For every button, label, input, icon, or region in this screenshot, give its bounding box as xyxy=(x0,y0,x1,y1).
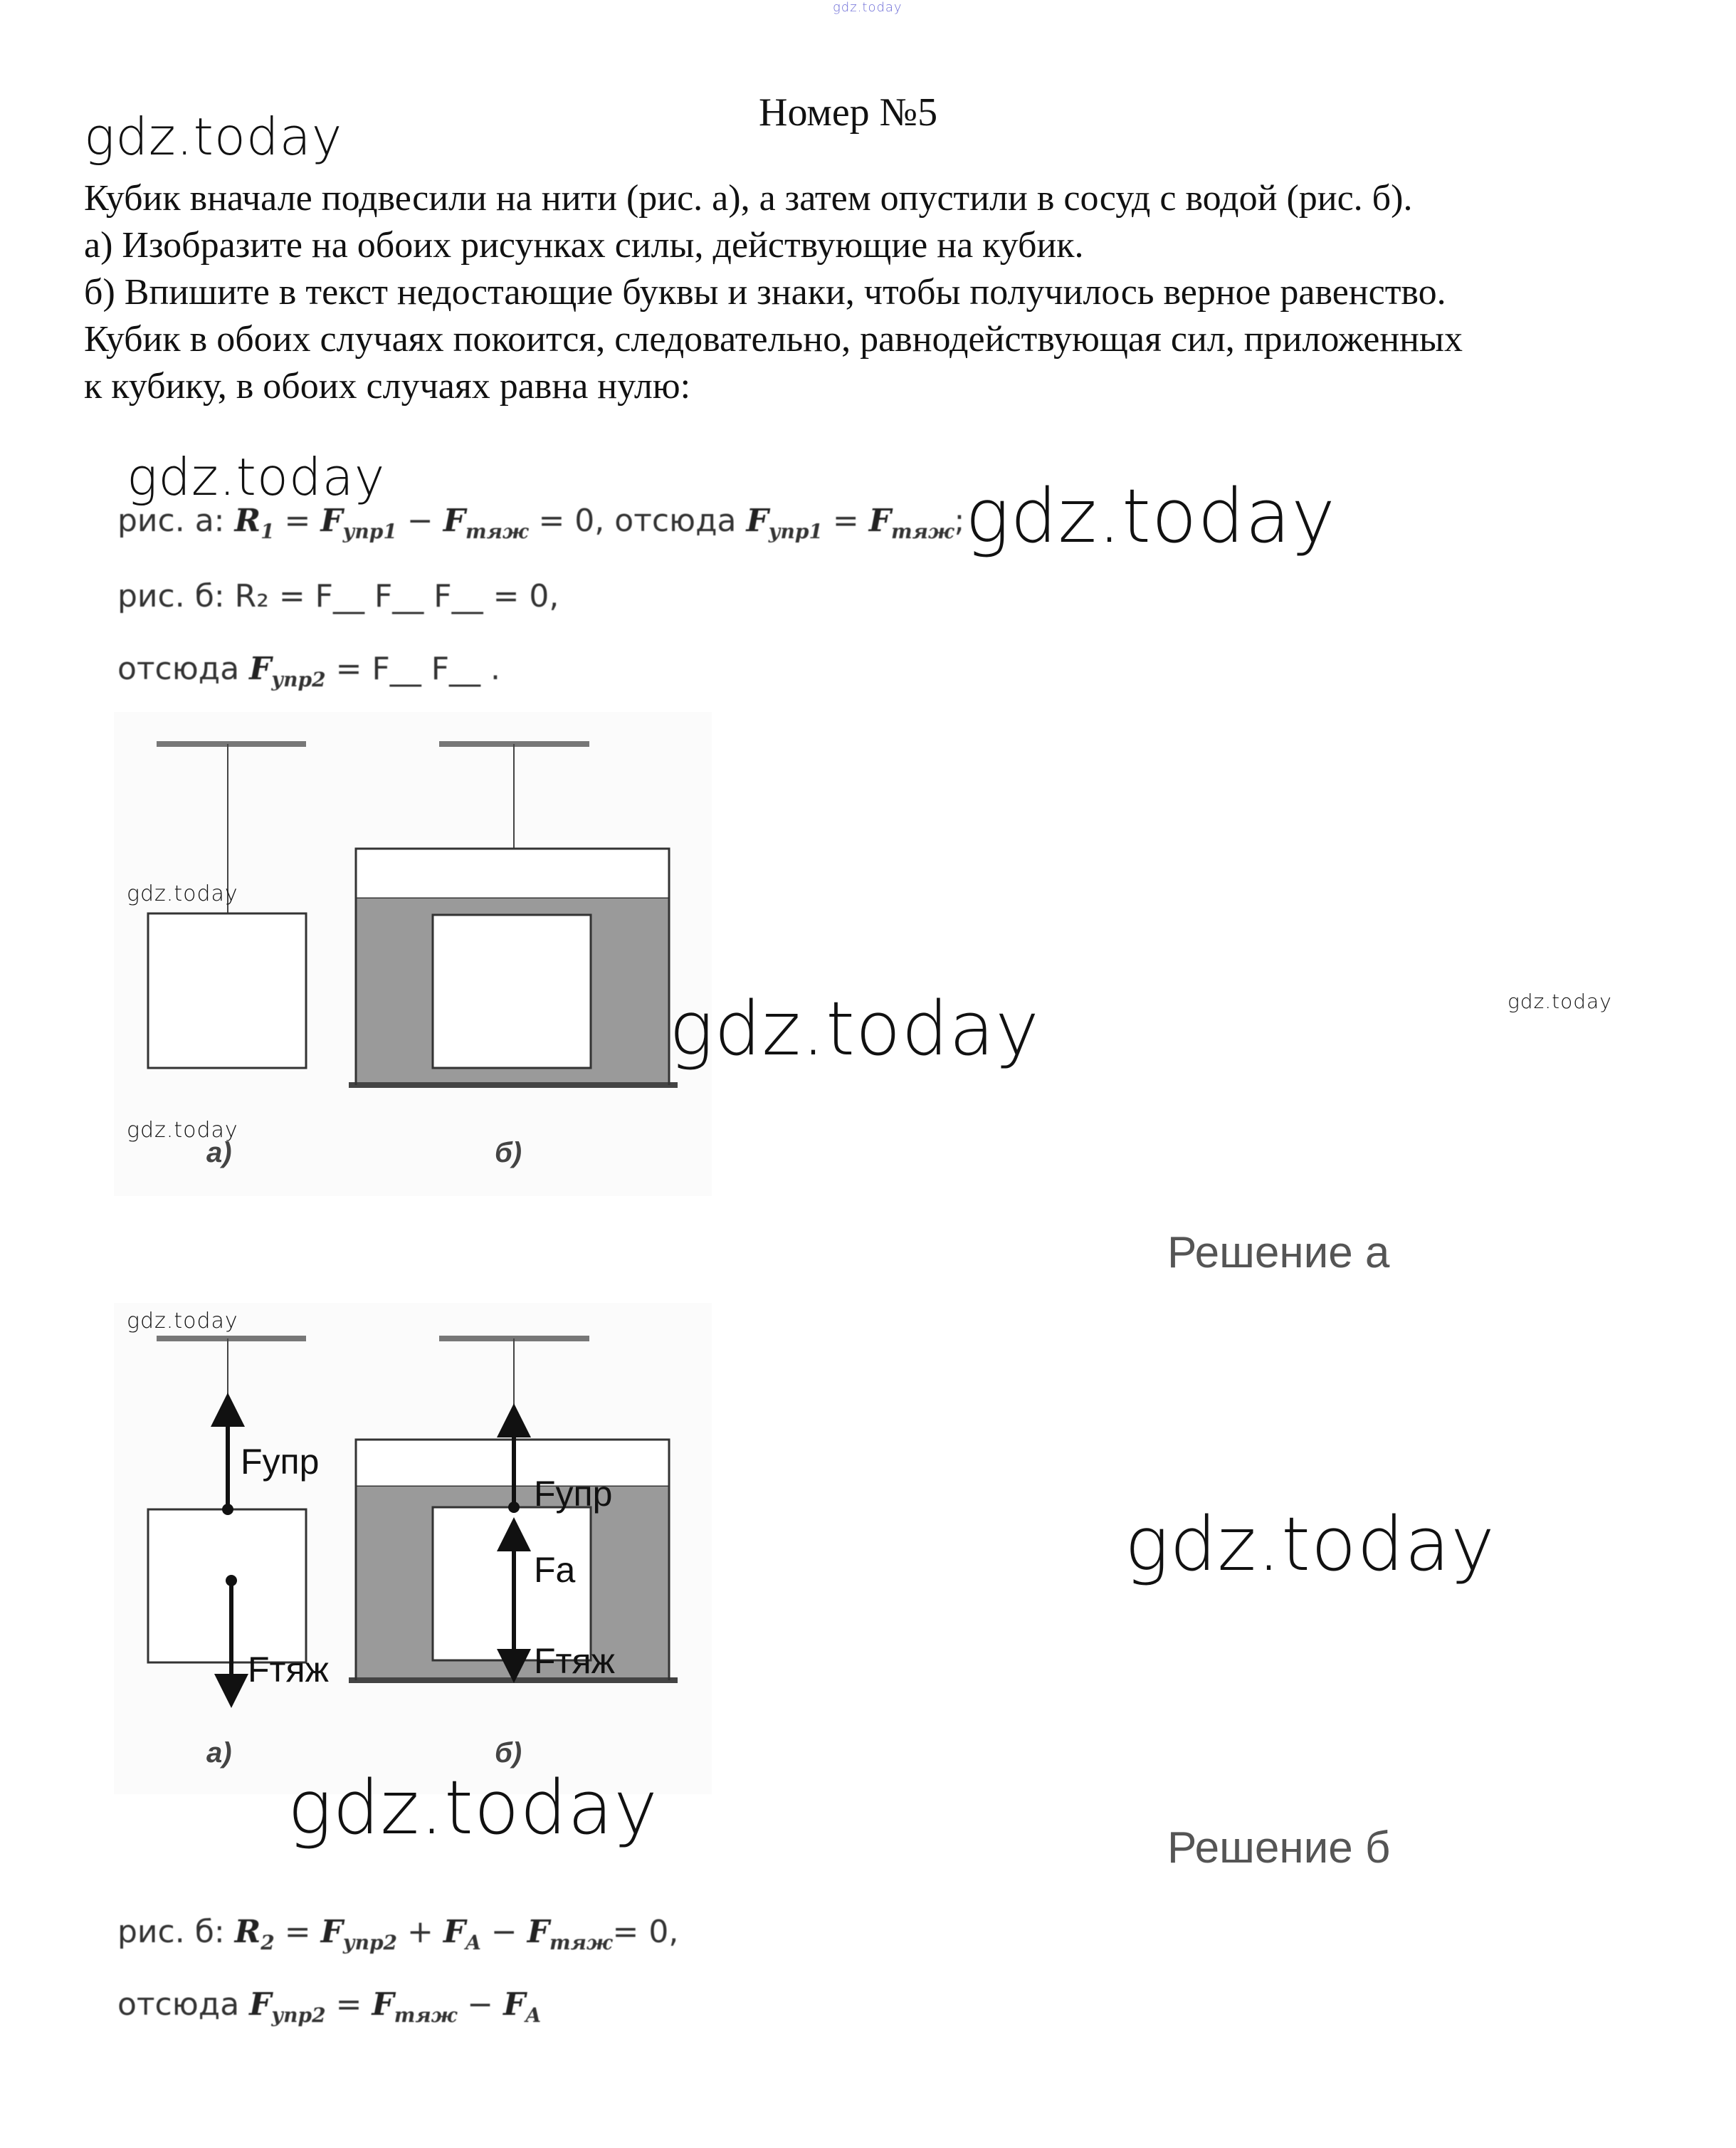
solution-a-label: Решение а xyxy=(1167,1228,1390,1277)
formula-b-hence-sub: упр2 xyxy=(271,667,326,691)
figure-2-b-dot-upr xyxy=(508,1502,520,1513)
answer-f3: F xyxy=(527,1914,549,1950)
figure-1-b-cube xyxy=(433,915,591,1068)
figure-2-label-a: а) xyxy=(206,1737,232,1769)
formula-a-eq1: = xyxy=(284,503,311,539)
answer-r: R xyxy=(234,1914,261,1950)
answer-f1: F xyxy=(320,1914,343,1950)
answer-plus: + xyxy=(407,1914,433,1950)
formula-a-minus: − xyxy=(406,503,433,539)
formula-a-r: R xyxy=(234,503,261,539)
answer-r-sub: 2 xyxy=(261,1930,275,1954)
formula-b: рис. б: R₂ = F__ F__ F__ = 0, xyxy=(117,578,559,614)
figure-2-b-label-upr: Fупр xyxy=(534,1474,613,1514)
answer-h-minus: − xyxy=(467,1986,494,2023)
figure-2-a-dot-tyazh xyxy=(226,1575,237,1586)
watermark-formula-right: gdz.today xyxy=(965,473,1336,560)
figure-1-b-vessel-top xyxy=(356,849,669,899)
solution-b-label: Решение б xyxy=(1167,1823,1391,1872)
watermark-right-large: gdz.today xyxy=(1125,1501,1495,1588)
formula-a-eq3: = xyxy=(832,503,859,539)
answer-h-f3: F xyxy=(503,1986,526,2023)
formula-a-f1: F xyxy=(320,503,343,539)
answer-h-f1: F xyxy=(249,1986,272,2023)
watermark-formula-top: gdz.today xyxy=(127,447,386,507)
formula-b-hence-rest: = F__ F__ . xyxy=(335,651,501,687)
answer-formula xyxy=(117,1914,678,1954)
answer-h-f1-sub: упр2 xyxy=(271,2003,326,2027)
figure-1-label-a: а) xyxy=(206,1137,232,1168)
formula-a-f3-sub: упр1 xyxy=(768,519,823,543)
formula-a-hence: отсюда xyxy=(614,503,737,539)
watermark-fig2-bottom: gdz.today xyxy=(288,1764,658,1851)
formula-a-f3: F xyxy=(746,503,769,539)
task-line-4: Кубик в обоих случаях покоится, следовательно, равнодействующая сил, приложенных к кубику, в обоих случаях равна нулю: xyxy=(84,319,1463,407)
watermark-fig1-small-b: gdz.today xyxy=(127,1118,238,1143)
formula-a-f2-sub: тяж xyxy=(465,519,529,543)
answer-f2: F xyxy=(443,1914,466,1950)
formula-a-end: ; xyxy=(954,503,965,539)
task-line-2: а) Изобразите на обоих рисунках силы, действующие на кубик. xyxy=(84,225,1084,266)
figure-2-b-label-tyazh: Fтяж xyxy=(534,1641,615,1681)
watermark-header: gdz.today xyxy=(84,107,343,167)
task-line-1: Кубик вначале подвесили на нити (рис. а), а затем опустили в сосуд с водой (рис. б). xyxy=(84,178,1413,219)
answer-eq1: = xyxy=(284,1914,311,1950)
answer-end: = 0, xyxy=(612,1914,679,1950)
figure-1-label-b: б) xyxy=(495,1137,522,1168)
answer-prefix: рис. б: xyxy=(117,1914,225,1950)
formula-a-f1-sub: упр1 xyxy=(342,519,397,543)
formula-a-eq2: = 0, xyxy=(538,503,605,539)
figure-2-label-b: б) xyxy=(495,1737,522,1769)
figure-2 xyxy=(114,1303,712,1794)
watermark-top-small: gdz.today xyxy=(833,0,903,15)
figure-2-a-cube xyxy=(148,1509,306,1662)
answer-hence xyxy=(117,1986,541,2027)
formula-a-f2: F xyxy=(443,503,465,539)
formula-b-hence xyxy=(117,651,500,691)
figure-2-b-label-fa: Fа xyxy=(534,1550,576,1590)
answer-h-f2-sub: тяж xyxy=(394,2003,458,2027)
answer-hence-prefix: отсюда xyxy=(117,1986,240,2023)
formula-b-hence-f: F xyxy=(249,651,272,687)
formula-a-f4-sub: тяж xyxy=(891,519,954,543)
formula-a-r-sub: 1 xyxy=(261,519,275,543)
watermark-fig2-small: gdz.today xyxy=(127,1309,238,1334)
watermark-fig1-center: gdz.today xyxy=(669,985,1040,1072)
page-title: Номер №5 xyxy=(759,90,938,135)
watermark-fig1-small-a: gdz.today xyxy=(127,881,238,906)
answer-h-f3-sub: A xyxy=(525,2003,542,2027)
watermark-right-small: gdz.today xyxy=(1508,990,1612,1013)
answer-h-f2: F xyxy=(372,1986,394,2023)
figure-1-a-cube xyxy=(148,913,306,1068)
answer-f1-sub: упр2 xyxy=(342,1930,398,1954)
task-line-3: б) Впишите в текст недостающие буквы и знаки, чтобы получилось верное равенство. xyxy=(84,272,1446,313)
answer-f2-sub: A xyxy=(465,1930,481,1954)
answer-minus: − xyxy=(490,1914,517,1950)
formula-b-hence-prefix: отсюда xyxy=(117,651,240,687)
answer-h-eq: = xyxy=(335,1986,362,2023)
figure-2-a-label-upr: Fупр xyxy=(241,1442,320,1482)
figure-2-a-dot-upr xyxy=(222,1504,233,1515)
formula-a-f4: F xyxy=(868,503,892,539)
figure-2-a-label-tyazh: Fтяж xyxy=(248,1650,329,1689)
formula-a xyxy=(117,503,964,543)
formula-a-prefix: рис. а: xyxy=(117,503,225,539)
task-text xyxy=(84,175,1721,410)
answer-f3-sub: тяж xyxy=(549,1930,613,1954)
